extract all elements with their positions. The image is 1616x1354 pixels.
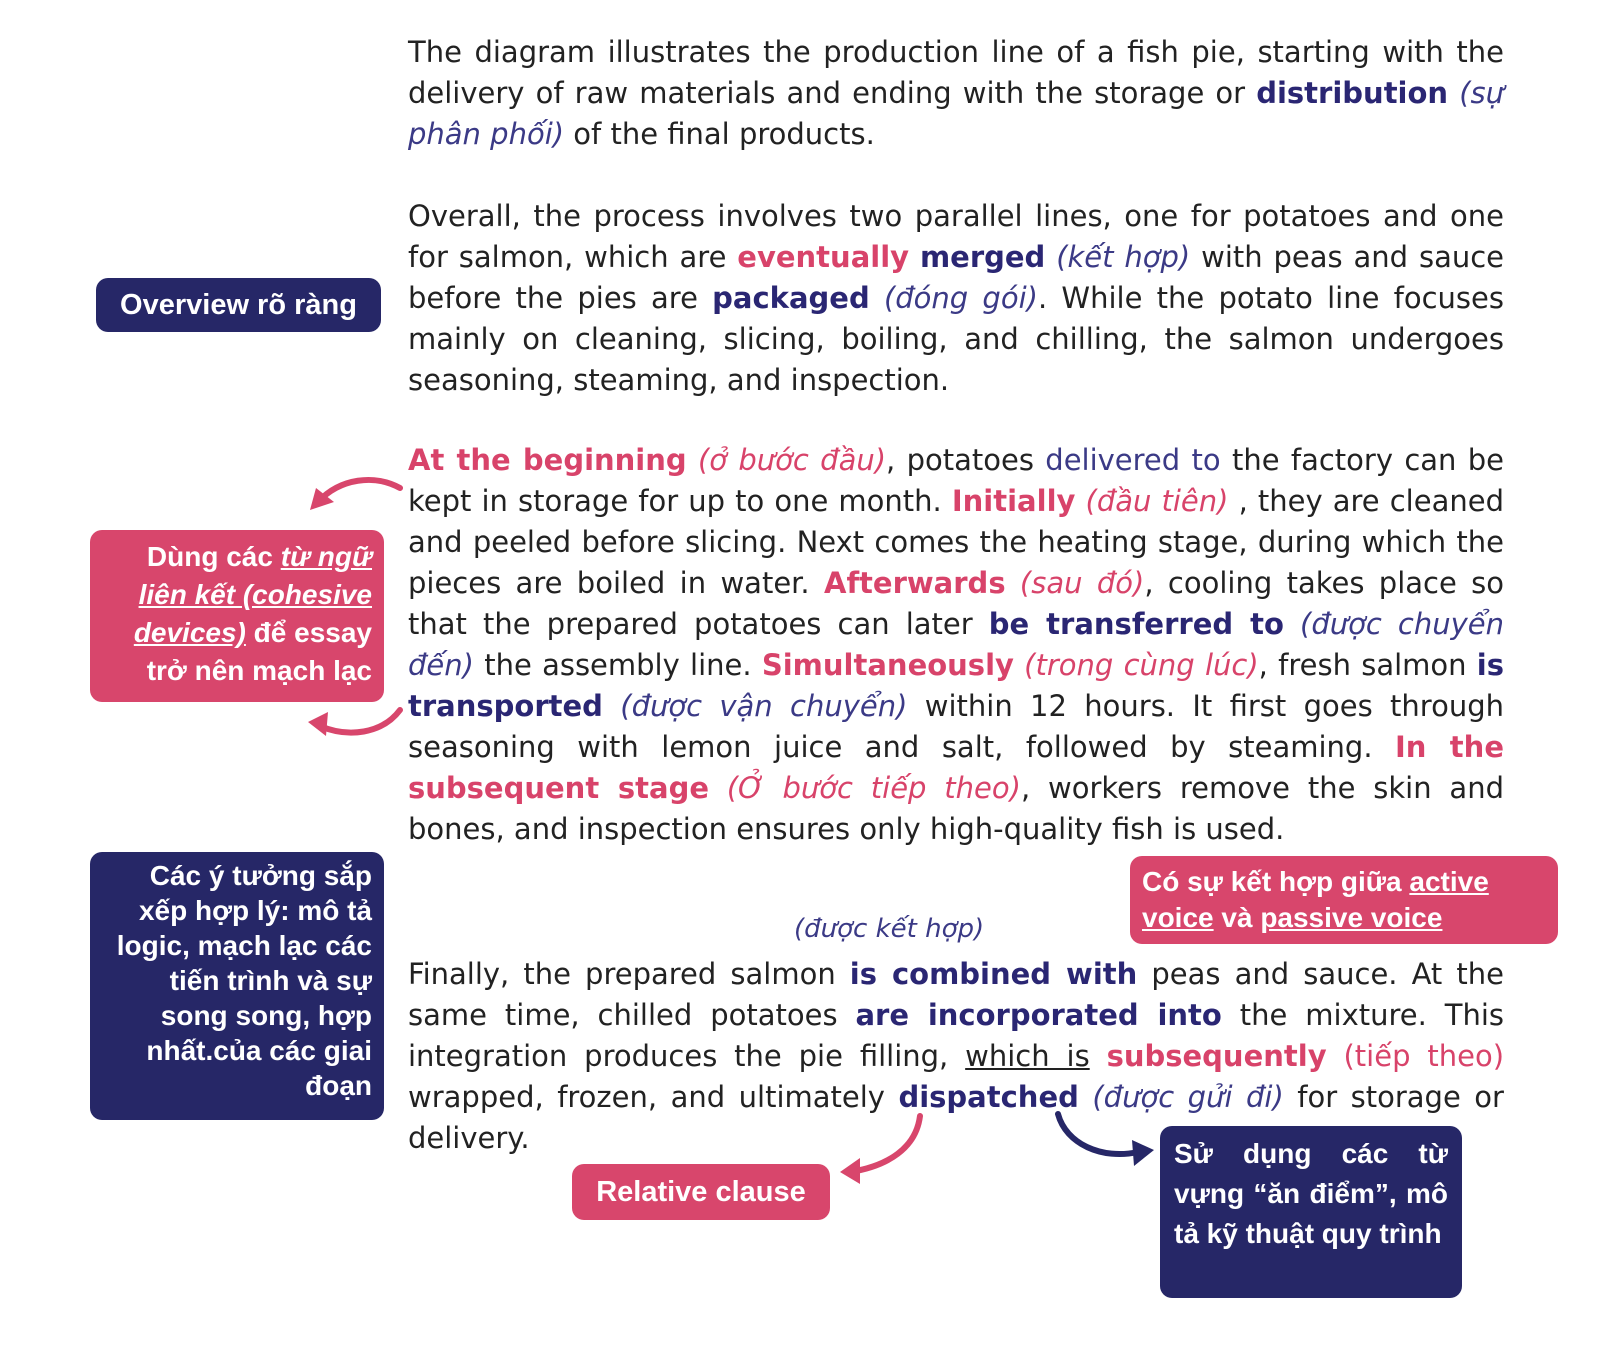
tag-voice-passive: passive voice [1260, 902, 1443, 933]
keyword-packaged: packaged [712, 281, 870, 315]
tag-cohesive-underlined: từ ngữ liên kết (cohesive devices) [133, 541, 372, 648]
tag-voice-text-a: Có sự kết hợp giữa [1142, 866, 1410, 897]
arrow-to-vocabulary [1050, 1108, 1160, 1168]
arrow-to-cohesive-bottom [300, 700, 410, 750]
tag-scoring-vocabulary: Sử dụng các từ vựng “ăn điểm”, mô tả kỹ thuật quy trình [1160, 1126, 1462, 1298]
tag-active-passive-voice [1130, 856, 1558, 944]
final-text-2: peas and sauce. At the same time, chilled potatoes [408, 957, 1504, 1032]
overview-paragraph [408, 196, 1504, 401]
linker-subsequently: subsequently [1106, 1039, 1327, 1073]
tag-overview: Overview rõ ràng [96, 278, 381, 332]
keyword-dispatched: dispatched [898, 1080, 1079, 1114]
gloss-be-transferred-to: (được chuyển đến) [408, 607, 1504, 682]
overview-text-3: . While the potato line focuses mainly on cleaning, slicing, boiling, and chilling, the salmon undergoes seasoning, steaming, and inspection. [408, 281, 1504, 397]
tag-cohesive-text-b: để essay trở nên mạch lạc [146, 617, 372, 686]
overview-text-2: with peas and sauce before the pies are [408, 240, 1505, 315]
linker-subsequent-stage: In the subsequent stage [408, 730, 1504, 805]
gloss-merged: (kết hợp) [1045, 240, 1191, 274]
tag-cohesive-devices [90, 530, 384, 702]
gloss-subsequently: (tiếp theo) [1326, 1039, 1505, 1073]
gloss-packaged: (đóng gói) [869, 281, 1038, 315]
process-text-7: within 12 hours. It first goes through seasoning with lemon juice and salt, followed by steaming. [408, 689, 1504, 764]
process-text-2: the factory can be kept in storage for up to one month. [408, 443, 1504, 518]
tag-relative-clause: Relative clause [572, 1164, 830, 1220]
tag-cohesive-text-a: Dùng các [146, 541, 281, 572]
linker-afterwards: Afterwards [824, 566, 1006, 600]
gloss-at-the-beginning: (ở bước đầu) [686, 443, 887, 477]
final-space [1090, 1039, 1107, 1073]
arrow-to-relative-clause [836, 1110, 932, 1180]
final-text-3: the mixture. This integration produces the pie filling, [408, 998, 1505, 1073]
arrow-to-cohesive-top [300, 470, 410, 530]
tag-voice-active: active voice [1142, 866, 1489, 933]
process-text-5: the assembly line. [473, 648, 762, 682]
final-text-4: wrapped, frozen, and ultimately [408, 1080, 899, 1114]
gloss-initially: (đầu tiên) [1075, 484, 1239, 518]
keyword-is-transported: is transported [408, 648, 1504, 723]
keyword-eventually: eventually [737, 240, 910, 274]
gloss-subsequent-stage: (Ở bước tiếp theo) [709, 771, 1021, 805]
keyword-be-transferred-to: be transferred to [988, 607, 1284, 641]
keyword-distribution: distribution [1256, 76, 1449, 110]
overview-space [909, 240, 920, 274]
process-text-6: , fresh salmon [1258, 648, 1477, 682]
intro-paragraph [408, 32, 1504, 155]
final-text-1: Finally, the prepared salmon [408, 957, 850, 991]
linker-simultaneously: Simultaneously [761, 648, 1014, 682]
linker-initially: Initially [951, 484, 1076, 518]
overview-text: Overall, the process involves two parallel lines, one for potatoes and one for salmon, which are [408, 199, 1504, 274]
process-text-1: , potatoes [886, 443, 1046, 477]
intro-text: The diagram illustrates the production line of a fish pie, starting with the delivery of raw materials and ending with the storage or [408, 35, 1504, 110]
keyword-merged: merged [919, 240, 1046, 274]
phrase-delivered-to: delivered to [1045, 443, 1221, 477]
tag-voice-text-b: và [1213, 902, 1261, 933]
process-text-4: , cooling takes place so that the prepared potatoes can later [408, 566, 1505, 641]
gloss-is-combined-with: (được kết hợp) [794, 914, 985, 944]
keyword-are-incorporated-into: are incorporated into [855, 998, 1222, 1032]
gloss-distribution: (sự phân phối) [408, 76, 1504, 151]
gloss-simultaneously: (trong cùng lúc) [1013, 648, 1259, 682]
final-text-5: for storage or delivery. [408, 1080, 1504, 1155]
relative-which-is: which is [965, 1039, 1090, 1073]
tag-idea-organization: Các ý tưởng sắp xếp hợp lý: mô tả logic, mạch lạc các tiến trình và sự song song, hợp nhất.của các giai đoạn [90, 852, 384, 1120]
gloss-is-transported: (được vận chuyển) [602, 689, 908, 723]
keyword-is-combined-with: is combined with [849, 957, 1138, 991]
gloss-dispatched: (được gửi đi) [1078, 1080, 1284, 1114]
process-paragraph [408, 440, 1504, 850]
gloss-afterwards: (sau đó) [1005, 566, 1145, 600]
intro-text-end: of the final products. [564, 117, 875, 151]
process-text-3: , they are cleaned and peeled before slicing. Next comes the heating stage, during which the pieces are boiled in water. [408, 484, 1504, 600]
process-text-8: , workers remove the skin and bones, and inspection ensures only high-quality fish is used. [408, 771, 1504, 846]
linker-at-the-beginning: At the beginning [408, 443, 687, 477]
